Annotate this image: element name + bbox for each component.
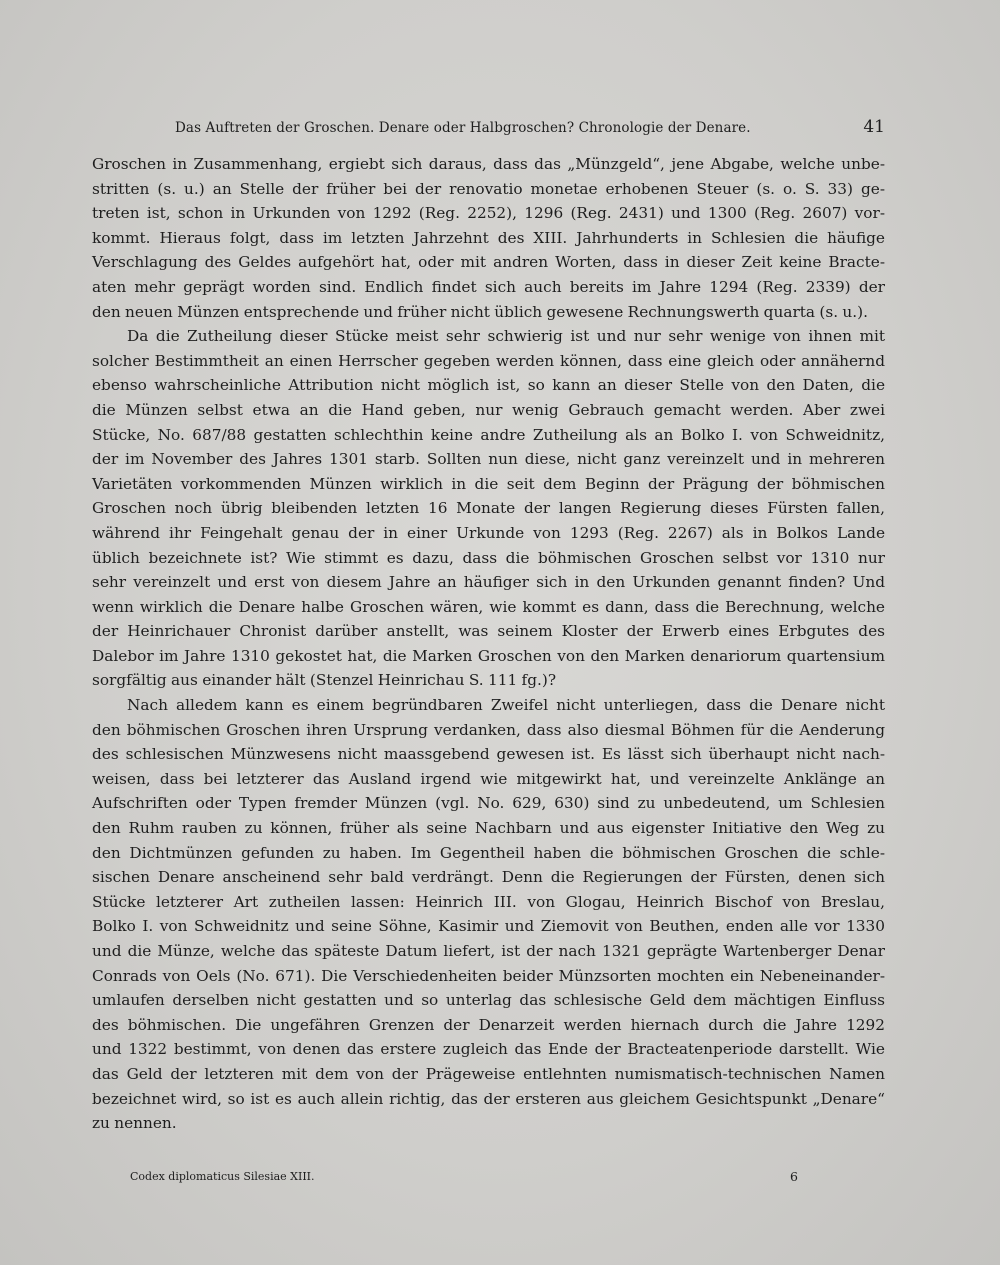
- text-line: und die Münze, welche das späteste Datum liefert, ist der nach 1321 geprägte Wartenberger Denar: [92, 942, 885, 960]
- text-line: üblich bezeichnete ist? Wie stimmt es dazu, dass die böhmischen Groschen selbst vor 1310 nur: [92, 548, 885, 567]
- text-line: Aufschriften oder Typen fremder Münzen (vgl. No. 629, 630) sind zu unbedeutend, um Schlesien: [92, 794, 885, 813]
- text-line: Conrads von Oels (No. 671). Die Verschiedenheiten beider Münzsorten mochten ein Nebeneinander-: [92, 966, 885, 985]
- text-line: den Ruhm rauben zu können, früher als seine Nachbarn und aus eigenster Initiative den Weg zu: [92, 819, 885, 838]
- text-line: bezeichnet wird, so ist es auch allein richtig, das der ersteren aus gleichem Gesichtspunkt „Denare“: [92, 1089, 885, 1108]
- footer-source: Codex diplomaticus Silesiae XIII.: [130, 1170, 315, 1183]
- text-line: sischen Denare anscheinend sehr bald verdrängt. Denn die Regierungen der Fürsten, denen sich: [92, 868, 885, 887]
- text-line: der Heinrichauer Chronist darüber anstellt, was seinem Kloster der Erwerb eines Erbgutes des: [92, 622, 885, 641]
- text-line: Stücke, No. 687/88 gestatten schlechthin keine andre Zutheilung als an Bolko I. von Schweidnitz,: [92, 425, 885, 444]
- text-line: Bolko I. von Schweidnitz und seine Söhne, Kasimir und Ziemovit von Beuthen, enden alle vor 1330: [92, 917, 885, 936]
- text-line: treten ist, schon in Urkunden von 1292 (Reg. 2252), 1296 (Reg. 2431) und 1300 (Reg. 2607) vor-: [92, 204, 885, 223]
- sheet-signature: 6: [790, 1169, 798, 1184]
- text-line: wenn wirklich die Denare halbe Groschen wären, wie kommt es dann, dass die Berechnung, welche: [92, 597, 885, 616]
- text-line: sehr vereinzelt und erst von diesem Jahre an häufiger sich in den Urkunden genannt finden? Und: [92, 573, 885, 592]
- text-line: des böhmischen. Die ungefähren Grenzen der Denarzeit werden hiernach durch die Jahre 1292: [92, 1015, 885, 1034]
- text-line: während ihr Feingehalt genau der in einer Urkunde von 1293 (Reg. 2267) als in Bolkos Lande: [92, 523, 885, 542]
- text-line: die Münzen selbst etwa an die Hand geben, nur wenig Gebrauch gemacht werden. Aber zwei: [92, 400, 885, 419]
- text-line: weisen, dass bei letzterer das Ausland irgend wie mitgewirkt hat, und vereinzelte Anklänge an: [92, 769, 885, 788]
- text-line: das Geld der letzteren mit dem von der Prägeweise entlehnten numismatisch-technischen Namen: [92, 1064, 885, 1083]
- text-line: und 1322 bestimmt, von denen das erstere zugleich das Ende der Bracteatenperiode darstellt. Wie: [92, 1040, 885, 1059]
- text-line: Da die Zutheilung dieser Stücke meist sehr schwierig ist und nur sehr wenige von ihnen mit: [127, 327, 885, 346]
- text-line: zu nennen.: [92, 1114, 177, 1133]
- page-number: 41: [863, 117, 885, 137]
- text-line: Groschen noch übrig bleibenden letzten 16 Monate der langen Regierung dieses Fürsten fallen,: [92, 499, 885, 518]
- text-line: Verschlagung des Geldes aufgehört hat, oder mit andren Worten, dass in dieser Zeit keine Bracte-: [92, 253, 885, 272]
- text-line: den böhmischen Groschen ihren Ursprung verdanken, dass also diesmal Böhmen für die Aenderung: [92, 720, 885, 739]
- text-line: den Dichtmünzen gefunden zu haben. Im Gegentheil haben die böhmischen Groschen die schle-: [92, 843, 885, 862]
- text-line: der im November des Jahres 1301 starb. Sollten nun diese, nicht ganz vereinzelt und in mehreren: [92, 450, 885, 469]
- text-line: des schlesischen Münzwesens nicht maassgebend gewesen ist. Es lässt sich überhaupt nicht nach-: [92, 745, 885, 764]
- text-line: stritten (s. u.) an Stelle der früher bei der renovatio monetae erhobenen Steuer (s. o. S. 33) ge-: [92, 179, 885, 198]
- text-line: Groschen in Zusammenhang, ergiebt sich daraus, dass das „Münzgeld“, jene Abgabe, welche unbe-: [92, 155, 885, 173]
- text-line: Nach alledem kann es einem begründbaren Zweifel nicht unterliegen, dass die Denare nicht: [127, 696, 885, 715]
- body-text: [92, 152, 885, 1136]
- page-header: [92, 117, 885, 142]
- text-line: den neuen Münzen entsprechende und früher nicht üblich gewesene Rechnungswerth quarta (s. u.).: [92, 302, 868, 321]
- text-line: umlaufen derselben nicht gestatten und so unterlag das schlesische Geld dem mächtigen Einfluss: [92, 991, 885, 1010]
- text-line: solcher Bestimmtheit an einen Herrscher gegeben werden können, dass eine gleich oder annähernd: [92, 351, 885, 370]
- text-line: Varietäten vorkommenden Münzen wirklich in die seit dem Beginn der Prägung der böhmischen: [92, 474, 885, 493]
- text-line: Stücke letzterer Art zutheilen lassen: Heinrich III. von Glogau, Heinrich Bischof von Breslau,: [92, 892, 885, 911]
- text-line: kommt. Hieraus folgt, dass im letzten Jahrzehnt des XIII. Jahrhunderts in Schlesien die häufige: [92, 228, 885, 247]
- running-title: Das Auftreten der Groschen. Denare oder Halbgroschen? Chronologie der Denare.: [175, 120, 751, 136]
- page-footer: [130, 1170, 798, 1188]
- text-line: sorgfältig aus einander hält (Stenzel Heinrichau S. 111 fg.)?: [92, 671, 557, 690]
- text-line: ebenso wahrscheinliche Attribution nicht möglich ist, so kann an dieser Stelle von den Daten, die: [92, 376, 885, 395]
- text-line: aten mehr geprägt worden sind. Endlich findet sich auch bereits im Jahre 1294 (Reg. 2339) der: [92, 277, 885, 296]
- text-line: Dalebor im Jahre 1310 gekostet hat, die Marken Groschen von den Marken denariorum quartensium: [92, 646, 885, 665]
